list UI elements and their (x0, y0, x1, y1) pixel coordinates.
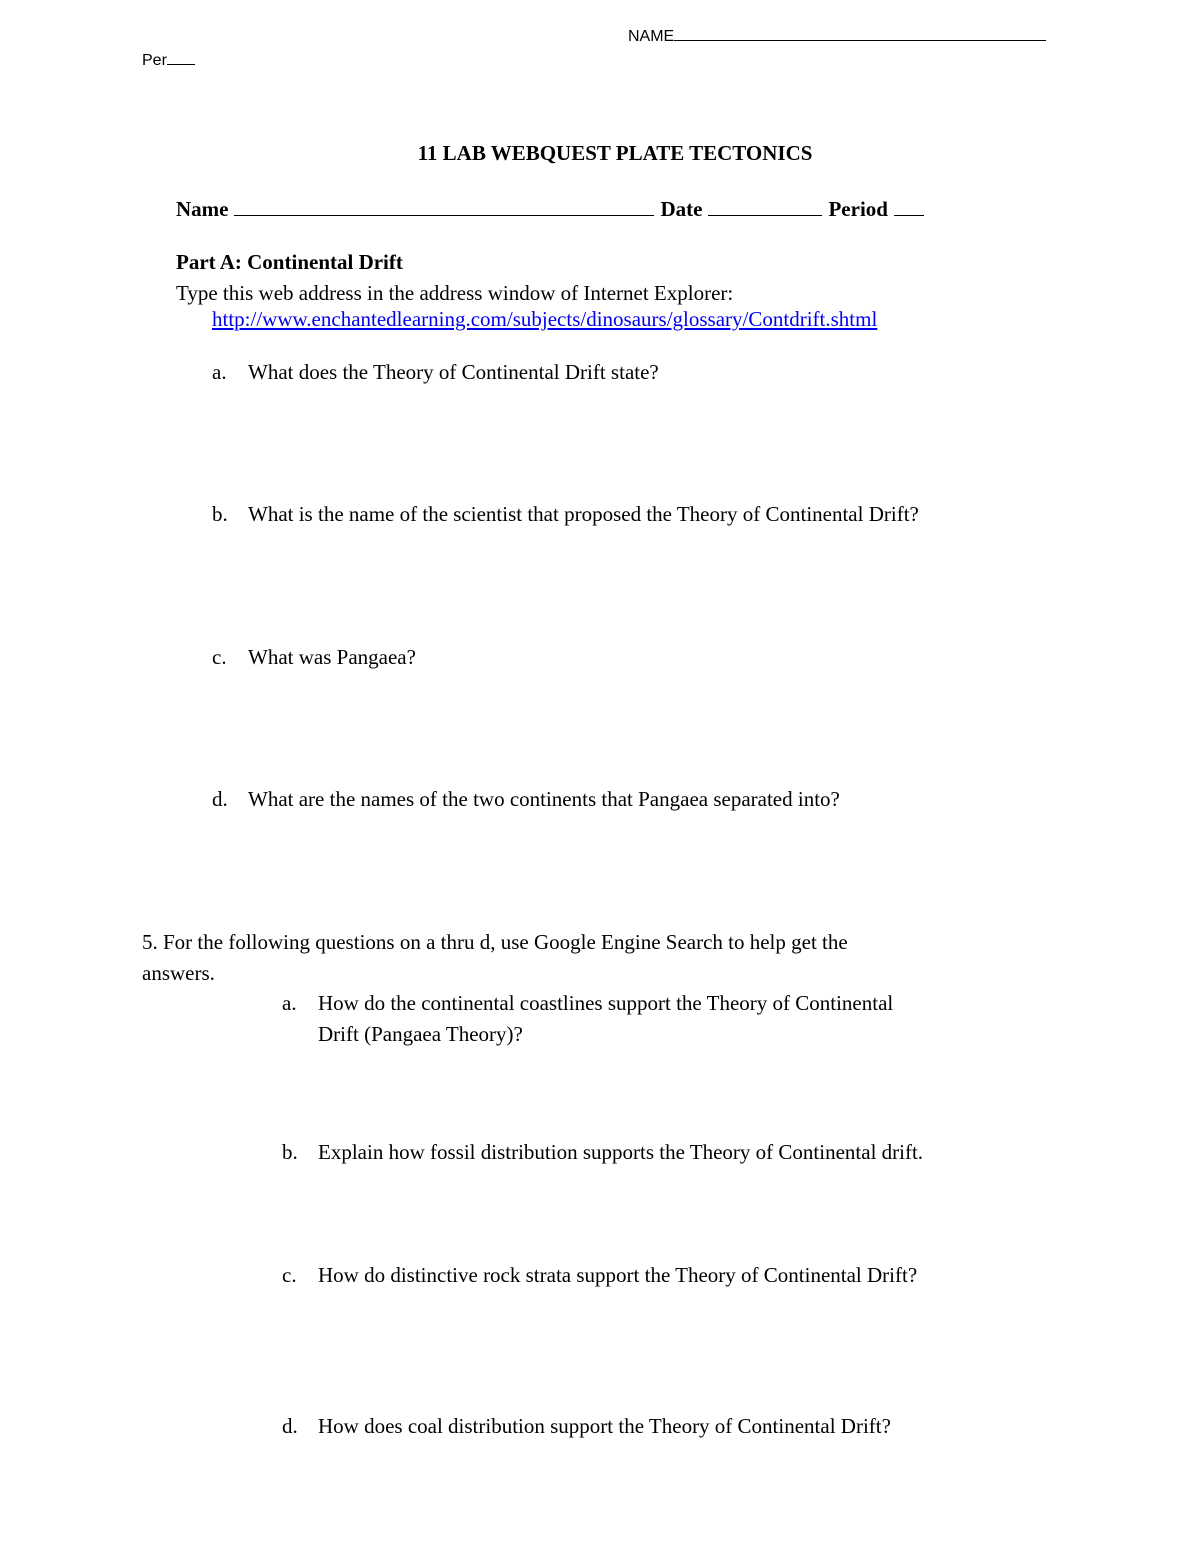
header-per-label: Per (142, 52, 167, 69)
part-a-question-b (212, 502, 919, 527)
info-name-label: Name (176, 197, 229, 221)
section5-question-a-line2: Drift (Pangaea Theory)? (318, 1022, 523, 1046)
part-a-url-link[interactable]: http://www.enchantedlearning.com/subjects/dinosaurs/glossary/Contdrift.shtml (212, 307, 878, 331)
header-per-line[interactable] (167, 63, 195, 65)
info-row (176, 197, 930, 222)
info-period-label: Period (828, 197, 888, 221)
page-title: 11 LAB WEBQUEST PLATE TECTONICS (417, 141, 813, 165)
header-per-field (142, 52, 195, 70)
question-text: Explain how fossil distribution supports the Theory of Continental drift. (318, 1140, 924, 1164)
info-date-line[interactable] (708, 214, 822, 216)
section5-question-b (282, 1140, 923, 1165)
section5-intro-line1: 5. For the following questions on a thru d, use Google Engine Search to help get the (142, 930, 848, 954)
question-text: How do distinctive rock strata support the Theory of Continental Drift? (318, 1263, 918, 1287)
question-letter: d. (282, 1414, 298, 1438)
question-text: How do the continental coastlines support the Theory of Continental (318, 991, 894, 1015)
question-text: How does coal distribution support the Theory of Continental Drift? (318, 1414, 891, 1438)
question-text: What are the names of the two continents that Pangaea separated into? (248, 787, 840, 811)
part-a-question-c (212, 645, 416, 670)
question-letter: a. (282, 991, 297, 1015)
header-name-line[interactable] (674, 39, 1046, 41)
question-letter: c. (282, 1263, 297, 1287)
part-a-question-d (212, 787, 840, 812)
section5-question-c (282, 1263, 917, 1288)
section5-question-d (282, 1414, 891, 1439)
question-text: What was Pangaea? (248, 645, 416, 669)
question-letter: b. (212, 502, 228, 526)
section5-intro-line2: answers. (142, 961, 215, 985)
info-date-label: Date (660, 197, 703, 221)
question-letter: d. (212, 787, 228, 811)
part-a-url-wrap (212, 307, 877, 332)
part-a-instruction: Type this web address in the address window of Internet Explorer: (176, 281, 734, 305)
part-a-question-a (212, 360, 659, 385)
question-letter: a. (212, 360, 227, 384)
info-name-line[interactable] (234, 214, 654, 216)
info-period-line[interactable] (894, 214, 924, 216)
question-letter: b. (282, 1140, 298, 1164)
header-name-field (628, 28, 1046, 46)
part-a-heading: Part A: Continental Drift (176, 250, 403, 274)
question-text: What does the Theory of Continental Drift state? (248, 360, 659, 384)
section5-question-a (282, 991, 893, 1016)
header-name-label: NAME (628, 28, 675, 45)
question-letter: c. (212, 645, 227, 669)
question-text: What is the name of the scientist that proposed the Theory of Continental Drift? (248, 502, 919, 526)
